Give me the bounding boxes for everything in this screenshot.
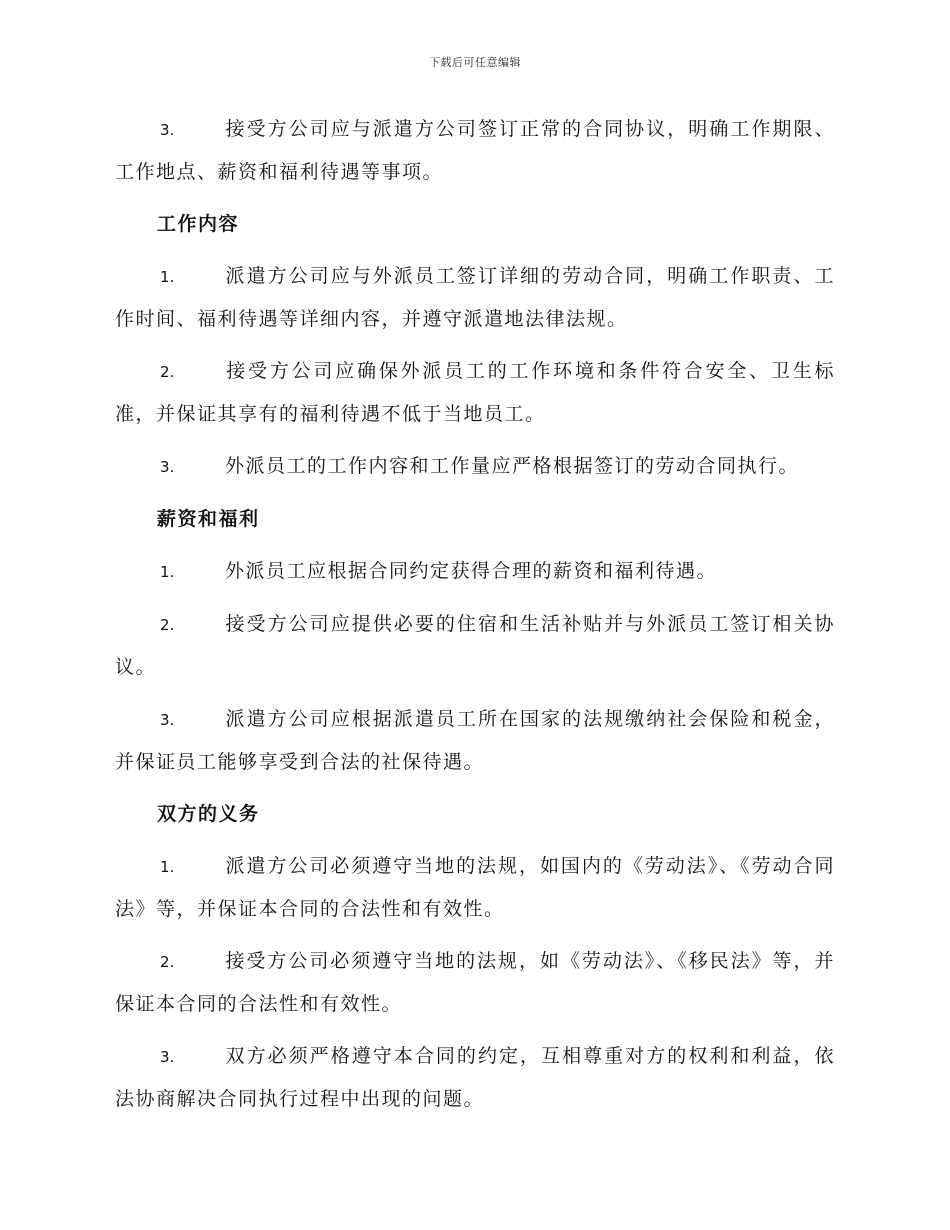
document-body: [115, 108, 835, 1130]
clause-number: 3.: [160, 1048, 175, 1066]
section-heading: 双方的义务: [157, 803, 260, 825]
clause-paragraph: [115, 108, 835, 193]
page-header: 下载后可任意编辑: [429, 56, 521, 69]
clause-text: 双方必须严格遵守本合同的约定，互相尊重对方的权利和利益，依法协商解决合同执行过程中出现的问题。: [115, 1045, 835, 1110]
clause-text: 派遣方公司应与外派员工签订详细的劳动合同，明确工作职责、工作时间、福利待遇等详细内容，并遵守派遣地法律法规。: [115, 265, 835, 330]
clause-text: 接受方公司应与派遣方公司签订正常的合同协议，明确工作期限、工作地点、薪资和福利待遇等事项。: [115, 118, 835, 183]
clause-number: 2.: [160, 953, 175, 971]
clause-text: 派遣方公司必须遵守当地的法规，如国内的《劳动法》、《劳动合同法》等，并保证本合同的合法性和有效性。: [115, 855, 835, 920]
clause-number: 1.: [160, 268, 175, 286]
clause-paragraph: [115, 603, 835, 688]
clause-number: 3.: [160, 458, 175, 476]
clause-number: 2.: [160, 363, 175, 381]
clause-paragraph: [115, 550, 835, 593]
clause-number: 2.: [160, 616, 175, 634]
clause-paragraph: [115, 445, 835, 488]
clause-text: 外派员工应根据合同约定获得合理的薪资和福利待遇。: [225, 560, 718, 582]
clause-paragraph: [115, 940, 835, 1025]
clause-number: 3.: [160, 711, 175, 729]
clause-paragraph: [115, 698, 835, 783]
clause-paragraph: [115, 845, 835, 930]
clause-paragraph: [115, 255, 835, 340]
section-heading: 工作内容: [157, 213, 240, 235]
clause-text: 接受方公司应确保外派员工的工作环境和条件符合安全、卫生标准，并保证其享有的福利待遇不低于当地员工。: [115, 360, 835, 425]
clause-number: 1.: [160, 858, 175, 876]
section-heading: 薪资和福利: [157, 508, 260, 530]
clause-text: 接受方公司应提供必要的住宿和生活补贴并与外派员工签订相关协议。: [115, 613, 835, 678]
clause-text: 接受方公司必须遵守当地的法规，如《劳动法》、《移民法》等，并保证本合同的合法性和有效性。: [115, 950, 835, 1015]
clause-number: 1.: [160, 563, 175, 581]
clause-text: 派遣方公司应根据派遣员工所在国家的法规缴纳社会保险和税金，并保证员工能够享受到合法的社保待遇。: [115, 708, 835, 773]
clause-number: 3.: [160, 121, 175, 139]
clause-paragraph: [115, 350, 835, 435]
clause-paragraph: [115, 1035, 835, 1120]
clause-text: 外派员工的工作内容和工作量应严格根据签订的劳动合同执行。: [225, 455, 800, 477]
